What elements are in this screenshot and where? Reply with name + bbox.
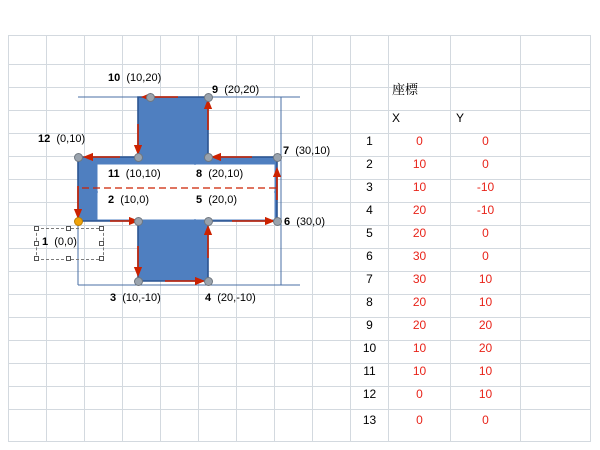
- point-label-6: 6 (30,0): [284, 216, 325, 228]
- vertex-handle-11[interactable]: [134, 153, 143, 162]
- selection-handle-nw[interactable]: [34, 226, 39, 231]
- selection-handle-s[interactable]: [66, 256, 71, 261]
- table-row: 10: [478, 295, 493, 309]
- table-row: 0: [416, 413, 423, 427]
- table-row: 30: [412, 249, 427, 263]
- point-label-9: 9 (20,20): [212, 84, 260, 96]
- table-row: 2: [366, 157, 373, 171]
- table-row: 10: [362, 341, 377, 355]
- vertex-handle-5[interactable]: [204, 217, 213, 226]
- vertex-handle-2[interactable]: [134, 217, 143, 226]
- table-row: 10: [478, 364, 493, 378]
- point-label-5: 5 (20,0): [196, 194, 237, 206]
- table-row: 10: [478, 272, 493, 286]
- point-label-8: 8 (20,10): [196, 168, 244, 180]
- selection-handle-se[interactable]: [99, 256, 104, 261]
- vertex-handle-8[interactable]: [204, 153, 213, 162]
- point-label-2: 2 (10,0): [108, 194, 149, 206]
- table-row: 10: [412, 180, 427, 194]
- table-row: 20: [412, 318, 427, 332]
- point-label-11: 11 (10,10): [108, 168, 161, 180]
- table-row: 4: [366, 203, 373, 217]
- table-row: -10: [476, 203, 495, 217]
- selection-handle-ne[interactable]: [99, 226, 104, 231]
- table-row: 11: [363, 364, 376, 378]
- table-row: 20: [478, 318, 493, 332]
- table-row: 5: [366, 226, 373, 240]
- table-row: 0: [482, 249, 489, 263]
- selection-handle-sw[interactable]: [34, 256, 39, 261]
- vertex-handle-6[interactable]: [273, 217, 282, 226]
- table-row: 12: [362, 387, 377, 401]
- vertex-handle-3[interactable]: [134, 277, 143, 286]
- table-row: 7: [366, 272, 373, 286]
- selection-handle-n[interactable]: [66, 226, 71, 231]
- table-row: 0: [416, 387, 423, 401]
- vertex-handle-12[interactable]: [74, 153, 83, 162]
- table-row: 20: [412, 226, 427, 240]
- point-label-3: 3 (10,-10): [110, 292, 161, 304]
- point-label-1: 1 (0,0): [42, 236, 77, 248]
- table-header-y: Y: [456, 111, 465, 125]
- point-label-10: 10 (10,20): [108, 72, 162, 84]
- table-row: 20: [412, 203, 427, 217]
- table-row: 10: [412, 341, 427, 355]
- table-row: 10: [412, 157, 427, 171]
- selection-handle-e[interactable]: [99, 241, 104, 246]
- table-row: 8: [366, 295, 373, 309]
- table-row: 0: [482, 413, 489, 427]
- table-row: 1: [366, 134, 373, 148]
- vertex-handle-10[interactable]: [146, 93, 155, 102]
- point-label-4: 4 (20,-10): [205, 292, 256, 304]
- table-row: -10: [476, 180, 495, 194]
- vertex-handle-1[interactable]: [74, 217, 83, 226]
- table-row: 30: [412, 272, 427, 286]
- table-row: 6: [366, 249, 373, 263]
- table-row: 10: [412, 364, 427, 378]
- table-header-x: X: [392, 111, 401, 125]
- table-row: 0: [482, 134, 489, 148]
- table-row: 10: [478, 387, 493, 401]
- table-title: 座標: [392, 82, 419, 97]
- table-row: 9: [366, 318, 373, 332]
- vertex-handle-7[interactable]: [273, 153, 282, 162]
- vertex-handle-4[interactable]: [204, 277, 213, 286]
- table-row: 0: [482, 226, 489, 240]
- table-row: 3: [366, 180, 373, 194]
- table-row: 20: [412, 295, 427, 309]
- selection-handle-w[interactable]: [34, 241, 39, 246]
- table-row: 20: [478, 341, 493, 355]
- point-label-7: 7 (30,10): [283, 145, 331, 157]
- point-label-12: 12 (0,10): [38, 133, 86, 145]
- table-row: 13: [362, 413, 377, 427]
- table-row: 0: [416, 134, 423, 148]
- table-row: 0: [482, 157, 489, 171]
